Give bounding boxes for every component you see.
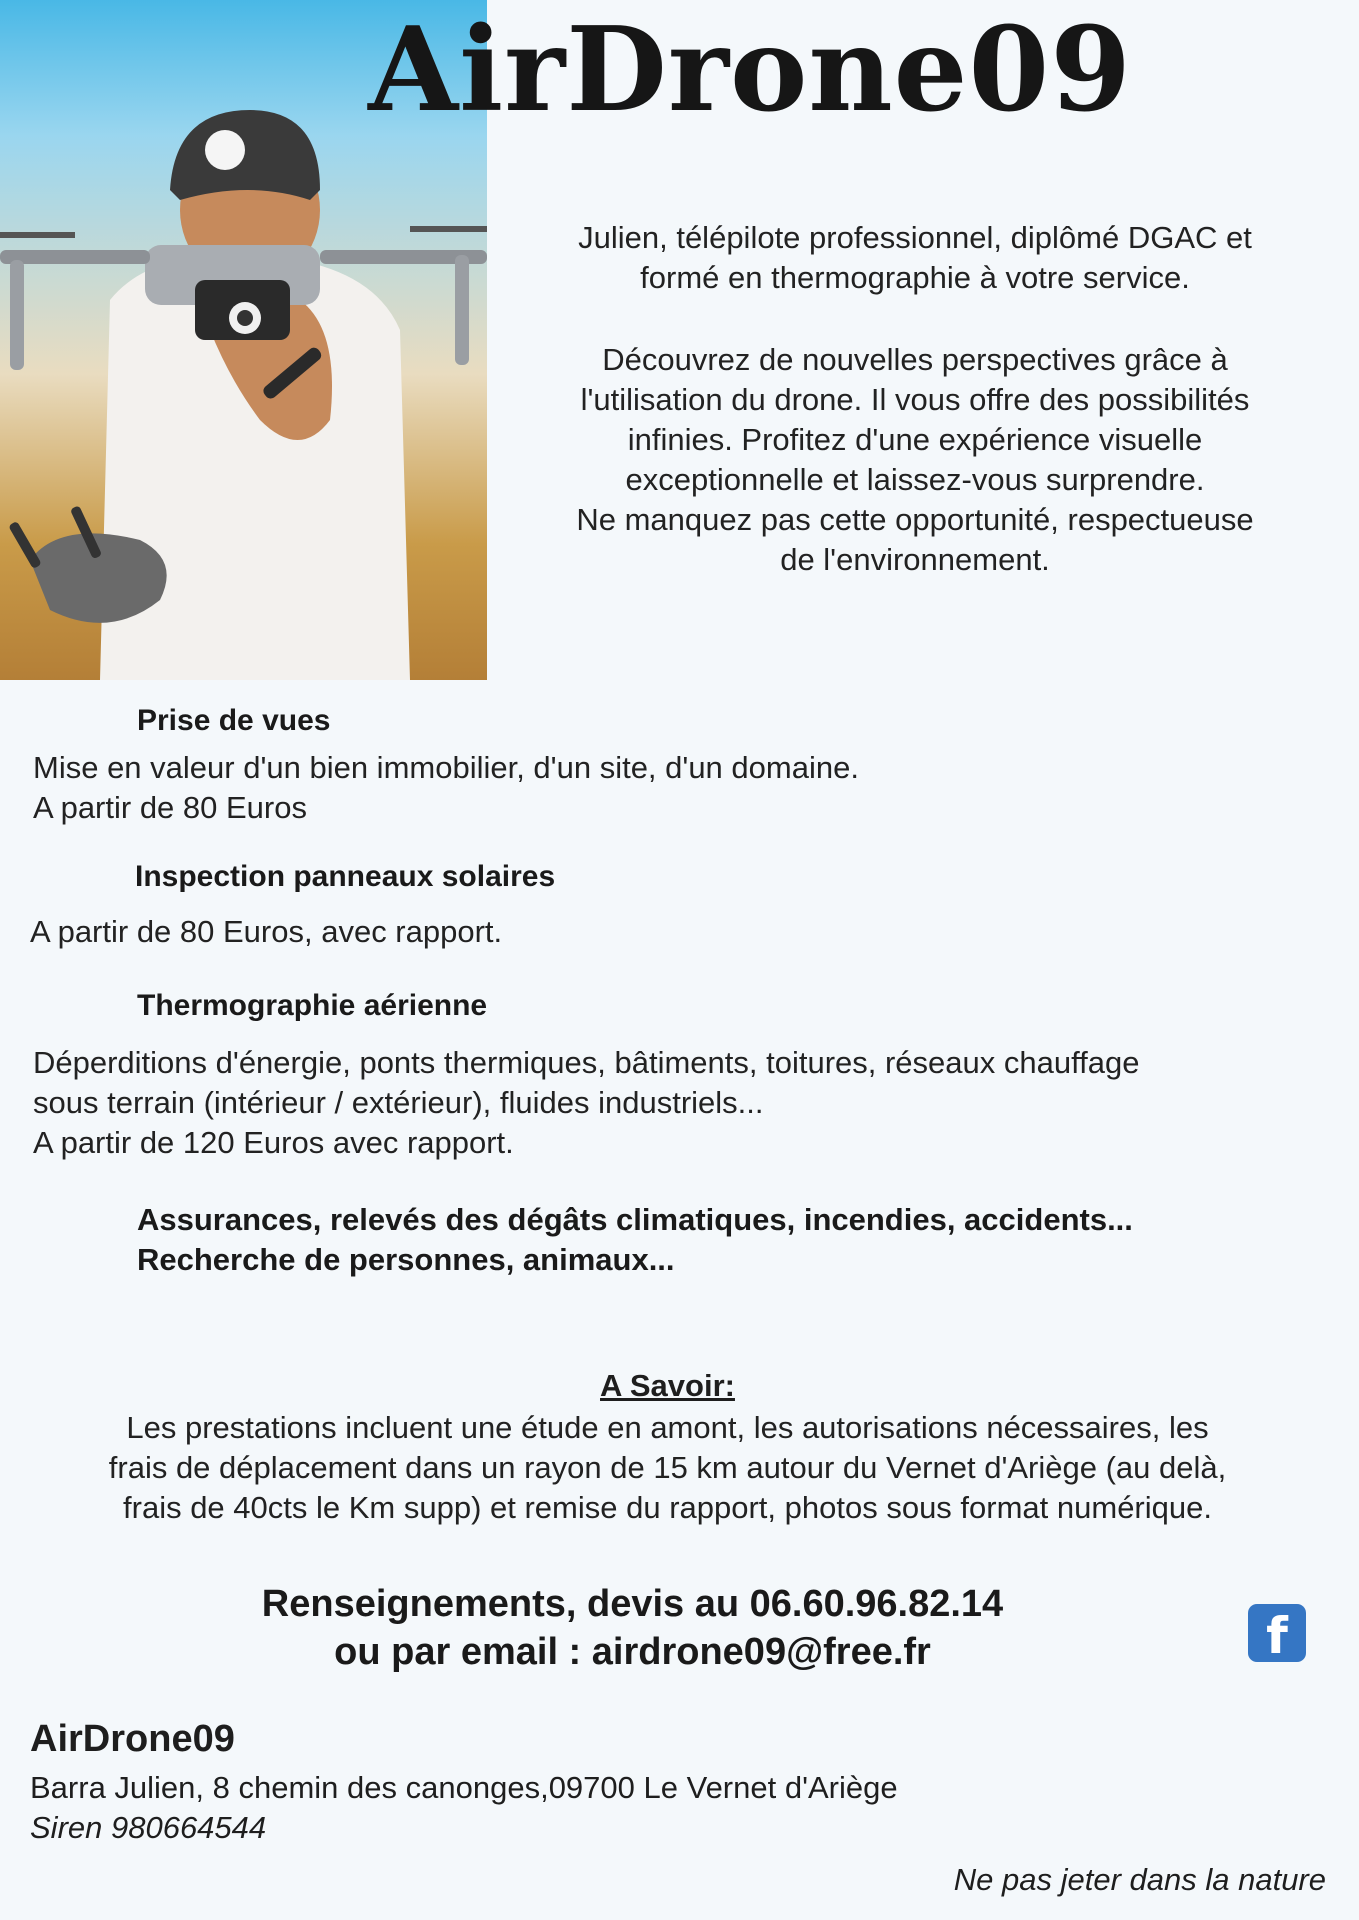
intro-line: l'utilisation du drone. Il vous offre des possibilités bbox=[580, 382, 1250, 417]
footer-address: Barra Julien, 8 chemin des canonges,09700 Le Vernet d'Ariège bbox=[30, 1770, 898, 1805]
footer-note: Ne pas jeter dans la nature bbox=[953, 1862, 1326, 1897]
facebook-icon[interactable]: f bbox=[1248, 1604, 1306, 1662]
intro-line: Ne manquez pas cette opportunité, respectueuse bbox=[576, 502, 1254, 537]
contact-email[interactable]: ou par email : airdrone09@free.fr bbox=[334, 1631, 931, 1673]
section-line: A partir de 120 Euros avec rapport. bbox=[33, 1125, 514, 1160]
intro-paragraph-1 bbox=[510, 218, 1320, 298]
intro-line: formé en thermographie à votre service. bbox=[640, 260, 1190, 295]
section-line: sous terrain (intérieur / extérieur), fluides industriels... bbox=[33, 1085, 764, 1120]
footer-siren: Siren 980664544 bbox=[30, 1810, 267, 1845]
intro-line: infinies. Profitez d'une expérience visuelle bbox=[627, 422, 1203, 457]
section-title-thermo: Thermographie aérienne bbox=[137, 989, 488, 1022]
section-body-thermo bbox=[33, 1043, 1140, 1163]
contact-block bbox=[170, 1580, 1095, 1676]
savoir-line: frais de 40cts le Km supp) et remise du rapport, photos sous format numérique. bbox=[123, 1490, 1212, 1525]
section-line: A partir de 80 Euros bbox=[33, 790, 307, 825]
footer-brand-name: AirDrone09 bbox=[30, 1718, 235, 1760]
section-title-solaire: Inspection panneaux solaires bbox=[135, 860, 556, 893]
intro-paragraph-2 bbox=[510, 340, 1320, 580]
extra-line: Assurances, relevés des dégâts climatiques, incendies, accidents... bbox=[137, 1202, 1133, 1237]
extra-line: Recherche de personnes, animaux... bbox=[137, 1242, 675, 1277]
intro-line: de l'environnement. bbox=[780, 542, 1050, 577]
savoir-body bbox=[0, 1408, 1335, 1528]
extra-services bbox=[137, 1200, 1133, 1280]
intro-line: exceptionnelle et laissez-vous surprendre. bbox=[625, 462, 1205, 497]
savoir-line: frais de déplacement dans un rayon de 15 km autour du Vernet d'Ariège (au delà, bbox=[108, 1450, 1227, 1485]
section-line: A partir de 80 Euros, avec rapport. bbox=[30, 914, 503, 949]
section-line: Mise en valeur d'un bien immobilier, d'un site, d'un domaine. bbox=[33, 750, 859, 785]
savoir-title: A Savoir: bbox=[600, 1368, 735, 1403]
contact-phone[interactable]: Renseignements, devis au 06.60.96.82.14 bbox=[261, 1583, 1004, 1625]
section-body-solaire bbox=[30, 912, 502, 952]
savoir-line: Les prestations incluent une étude en amont, les autorisations nécessaires, les bbox=[126, 1410, 1209, 1445]
intro-line: Julien, télépilote professionnel, diplômé DGAC et bbox=[578, 220, 1252, 255]
section-body-prise bbox=[33, 748, 859, 828]
brand-title: AirDrone09 bbox=[368, 2, 1132, 138]
intro-line: Découvrez de nouvelles perspectives grâce à bbox=[602, 342, 1228, 377]
section-line: Déperditions d'énergie, ponts thermiques, bâtiments, toitures, réseaux chauffage bbox=[33, 1045, 1140, 1080]
section-title-prise: Prise de vues bbox=[137, 704, 331, 737]
